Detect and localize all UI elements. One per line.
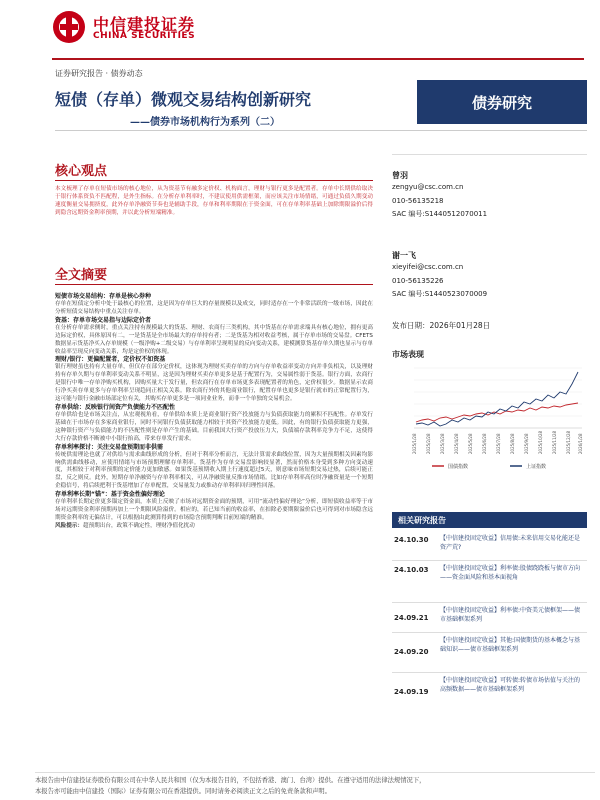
x-tick-label: 2025/3/28 (440, 433, 445, 454)
title-divider (55, 130, 587, 131)
related-date: 24.10.03 (394, 566, 429, 574)
publish-label: 发布日期： (392, 321, 430, 330)
related-title[interactable]: 【中信建投固定收益】信用债:未来信用交易化能还是资产荒? (440, 535, 581, 551)
x-tick-label: 2026/1/28 (578, 433, 583, 454)
company-name-cn: 中信建投证券 (93, 15, 196, 34)
summary-block-heading: 资基：存单市场交易指与边际定价者 (55, 316, 152, 324)
header-divider (52, 58, 584, 60)
related-title[interactable]: 【中信建投固定收益】利率债:股债跷跷板与债市方向——资金面风险和基本面视角 (440, 565, 581, 581)
analyst-phone: 010-56135218 (392, 196, 444, 205)
publish-date (392, 320, 587, 331)
summary-block-text: 传统供需理论也就了对供给与需求曲线形成的分析，但对于利率分析而言，无法计算需求曲线位置，因为大量预期相关因素均影响供需曲线移动，应使用情绪与市场预期理解存单利率。货基作为存单交易盘影响较显著，然而价格本身受到多种方向变动速度，其相较于对利率预期的定价能力更加敏感。如果货基预期收入期上行速度超过5天，则意味市场短期交易过热，后续可能正盘，反之则反。此外，短期存单净融资与存单利率相关，可从净融资量反推市场情绪。比如存单利率高位时净融资量是一个短期企稳信号，将后续把利于货基增加了存单配置，交易量发力或推动存单利率回归理性回落。 (55, 451, 373, 490)
summary-block-text: 银行理财虽也持有大量存单，但仅存在部分定价权，这体现为理财买卖存单的方向与存单收益率变动方向并非负相关，以及理财持有存单久期与存单利率变动关系不明显，这是因为理财买卖存单更多是基于配置行为，交易属性弱于货基。银行方面，农商行是银行中唯一存单净购买机构，因购买量大于发行量，但农商行在存单市场更多表现配置者的角色，定价权很少。数据显示农商行净买卖存单更多与存单利率呈现趋同正相关关系。除农商行外的其他商业银行，配置存单也更多是银行就市的正常配置行为，这可能与银行金融市场部定位有关，其购买存单更多是一项同业业务，而非一个单独的交易机会。 (55, 364, 373, 403)
publish-value: 2026年01月28日 (429, 321, 491, 330)
analyst-email[interactable]: xieyifei@csc.com.cn (392, 263, 464, 271)
report-category: 证券研究报告 · 债券动态 (55, 69, 143, 78)
related-title[interactable]: 【中信建投固定收益】其他:国债期货的基本概念与基础知识——债市基础框架系列 (440, 637, 581, 653)
company-name-en: CHINA SECURITIES (93, 31, 196, 41)
related-item[interactable] (392, 676, 587, 712)
related-date: 24.09.21 (394, 614, 429, 622)
summary-body (55, 293, 373, 531)
x-tick-label: 2025/4/28 (454, 433, 459, 454)
analyst-phone: 010-56135226 (392, 276, 444, 285)
risk-text: 超预期出台，政策不确定性，理财净值化扰动 (82, 522, 195, 529)
report-title: 短债（存单）微观交易结构创新研究 (55, 90, 312, 109)
summary-block-heading: 理财/银行：更偏配置者，定价权不如资基 (55, 356, 166, 364)
report-subtitle: ——债券市场机构行为系列（二） (130, 117, 280, 128)
related-rule (392, 602, 587, 603)
summary-rule (55, 284, 373, 285)
related-title[interactable]: 【中信建投固定收益】利率债:中资美元债框架——债市基础框架系列 (440, 607, 581, 623)
analyst-card (392, 250, 587, 302)
banner-label: 债券研究 (471, 94, 532, 112)
summary-heading: 全文摘要 (55, 268, 108, 283)
x-tick-label: 2025/12/28 (566, 430, 571, 454)
related-title[interactable]: 【中信建投固定收益】可转债:转债市场估值与关注的高频数据——债市基础框架系列 (440, 677, 581, 693)
analyst-card (392, 170, 587, 222)
summary-block-heading: 存单利率长期“锚”：基于资金性偏好理论 (55, 491, 165, 499)
related-item[interactable] (392, 534, 587, 560)
analyst-sac: SAC 编号:S1440512070011 (392, 210, 488, 218)
analyst-name: 曾羽 (392, 171, 408, 180)
x-tick-label: 2025/8/28 (510, 433, 515, 454)
summary-block-text: 存单利率长期定价更多锚定资金面，本质上反映了市场对远期资金面的预期，可用“流动性偏好理论”分析，即短债收益率等于市场对远期资金利率预期再加上一个期限风险溢价。相应的，若已知当前的收益率，在扣除必要期限溢价后也可得到对市场隐含远期资金利率的无偏估计，可以根据由此测算得到的市场隐含预期判断目前短端的精准。 (55, 499, 373, 521)
analyst-email[interactable]: zengyu@csc.com.cn (392, 183, 464, 191)
risk-line (55, 523, 373, 531)
market-heading: 市场表现 (392, 350, 424, 359)
related-date: 24.09.20 (394, 648, 429, 656)
footer-line: 本报告由中信建投证券股份有限公司在中华人民共和国（仅为本报告目的，不包括香港、澳门、台湾）提供。在遵守适用的法律法规情况下， (35, 777, 426, 784)
summary-block-text: 存单在短债定分析中处于最核心的位置，这是因为存单巨大的存量规模以及成交，同时适存在一个非常活跃的一级市场，因此在分析短债交易结构中重点关注存单。 (55, 301, 373, 315)
analyst-sac: SAC 编号:S1440523070009 (392, 290, 488, 298)
footer-rule (35, 772, 595, 773)
analyst-rule (392, 154, 587, 155)
footer-disclaimer (35, 776, 595, 797)
x-tick-label: 2025/7/28 (496, 433, 501, 454)
related-heading-bar (392, 512, 587, 528)
related-date: 24.09.19 (394, 688, 429, 696)
related-item[interactable] (392, 636, 587, 672)
summary-block-text: 在分析存单需求侧时，重点关注持有规模最大的货基、理财、农商行三类机构，其中货基在存单需求端具有核心地位，拥有更高边际定价权，具体原因有二，一是货基是全市场最大的存单持有者；二是货基为相对收益考核，属于存单市场的交易盘。CFETS数据显示货基净买入存单规模（一级净购+二级交易）与存单利率呈现明显的反向变动关系，建模测算货基存单久期也显示与存单收益率呈现反向变动关系，均是定价权的体现。 (55, 324, 373, 355)
summary-block-heading: 短债市场交易结构：存单是核心券种 (55, 293, 152, 300)
x-tick-label: 2025/11/28 (552, 430, 557, 454)
core-text: 本文梳理了存单在短债市场的核心地位，从为资基节有融多定价权、机构面言，理财与银行更多是配置者。存单中长期供给取决于银行体系资负不匹配程，是外生指标。在分析存单利率时，不建议使用供需框架，而应该关注市场情绪，可通过负债久期变动速度衡量交易拥挤度，此外存单净融资节奏也是辅助手段，存单和利率期限在于资金面，可在存单利率基础上加除期限溢价后得到隐含远期资金利率预期，并以此分析短端精准。 (55, 186, 373, 216)
footer-line: 本报告亦可能由中信建投（国际）证券有限公司在香港提供。同时请务必阅读正文之后的免责条款和声明。 (35, 787, 331, 795)
related-list (392, 534, 587, 712)
section-banner (417, 80, 587, 124)
risk-label: 风险提示： (55, 522, 83, 529)
core-rule (55, 180, 373, 181)
x-tick-label: 2025/1/28 (412, 433, 417, 454)
summary-block-heading: 存单利率探讨：关注交易盘预期而非供需 (55, 443, 164, 451)
related-rule (392, 560, 587, 561)
x-tick-label: 2025/5/28 (468, 433, 473, 454)
market-chart (392, 362, 587, 472)
related-rule (392, 632, 587, 633)
company-logo-icon (52, 10, 86, 44)
analyst-name: 谢一飞 (392, 251, 416, 260)
related-rule (392, 672, 587, 673)
core-heading: 核心观点 (55, 164, 108, 179)
x-tick-label: 2025/10/28 (538, 430, 543, 454)
x-tick-label: 2025/6/28 (482, 433, 487, 454)
related-date: 24.10.30 (394, 536, 429, 544)
related-heading: 相关研究报告 (398, 516, 446, 525)
summary-block-heading: 存单供给：反映银行间资产负债能力不匹配性 (55, 403, 176, 411)
related-item[interactable] (392, 564, 587, 602)
x-tick-label: 2025/2/28 (426, 433, 431, 454)
legend-bond: 国债指数 (448, 464, 469, 470)
legend-sh: 上证指数 (526, 464, 547, 470)
x-tick-label: 2025/9/28 (524, 433, 529, 454)
summary-block-text: 存单供给也是市场关注点，从宏观视角看，存单供给本质上是商业银行资产投放能力与负债获取能力的累积不匹配性。存单发行基础在于市场存在多家商业银行，同时不同银行负债获取能力相较于其资产投放能力更低。因此，有的银行负债获取能力更强，这种银行资产与负债能力的不匹配性则是存单产生的基础。目前我国大行资产投放压力大，负债端存款利率竞争力不足，这使得大行存款价格不断被中小银行抬高，带来存单发行需求。 (55, 411, 373, 442)
related-item[interactable] (392, 606, 587, 632)
bond-index-line (416, 403, 578, 422)
